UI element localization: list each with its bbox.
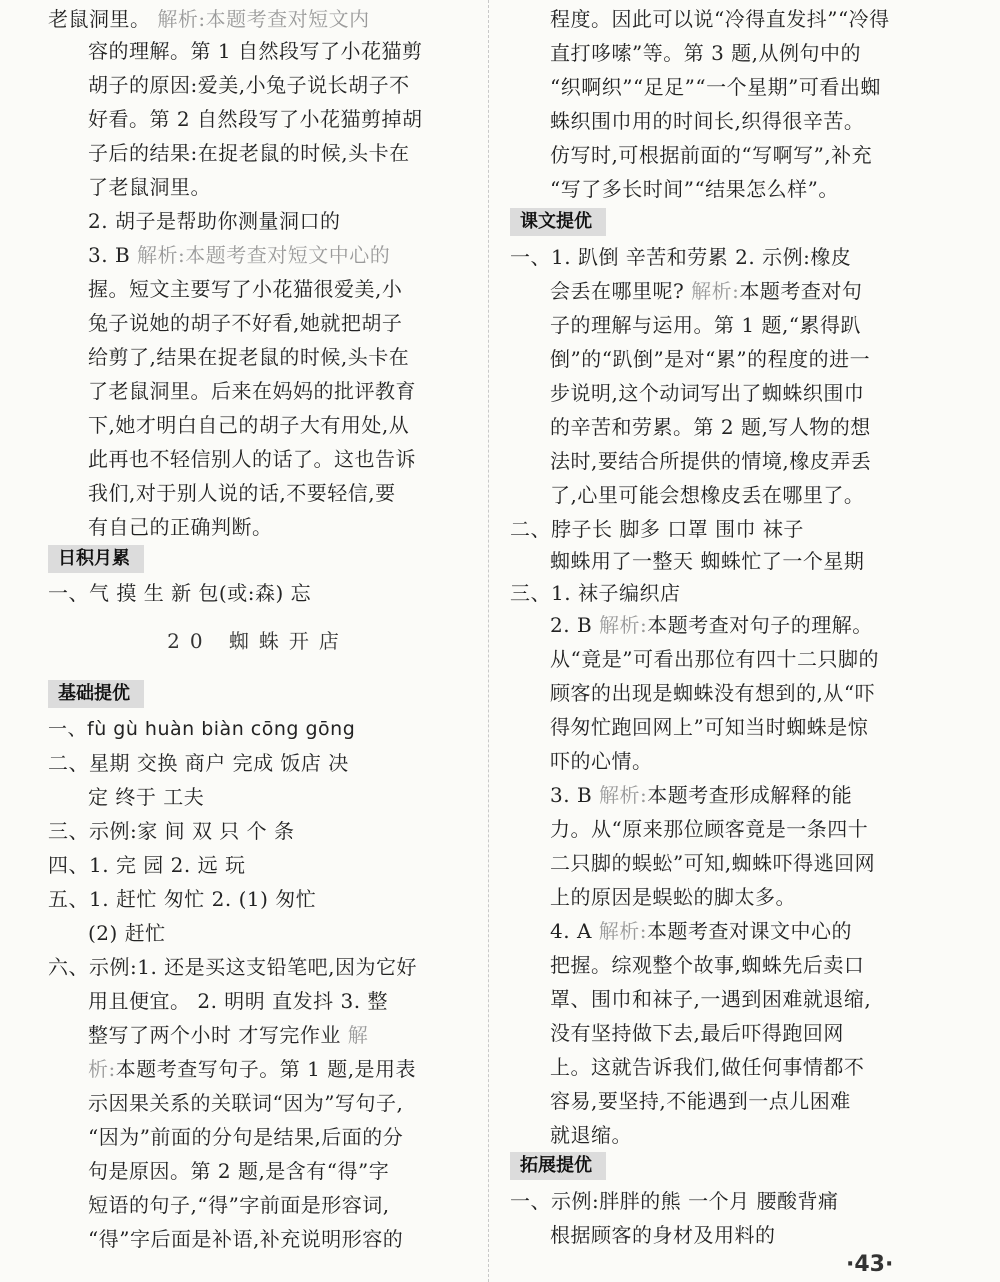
- answer-line: 三、1. 袜子编织店: [510, 581, 681, 605]
- answer-line: 二、脖子长 脚多 口罩 围巾 袜子: [510, 517, 804, 541]
- section-heading-jichutiyou: 基础提优: [48, 680, 144, 708]
- text-line: 了老鼠洞里。: [88, 175, 211, 199]
- text-line: 的辛苦和劳累。第 2 题,写人物的想: [550, 415, 871, 439]
- text-line: 法时,要结合所提供的情境,橡皮弄丢: [550, 449, 872, 473]
- text-line: 析:本题考查写句子。第 1 题,是用表: [88, 1057, 417, 1081]
- text-line: 倒”的“趴倒”是对“累”的程度的进一: [550, 347, 871, 371]
- text-line: 好看。第 2 自然段写了小花猫剪掉胡: [88, 107, 423, 131]
- answer-line: 蜘蛛用了一整天 蜘蛛忙了一个星期: [550, 549, 865, 573]
- answer-q2: 2. 胡子是帮助你测量洞口的: [88, 209, 341, 233]
- answer-line: 整写了两个小时 才写完作业 解: [88, 1023, 369, 1047]
- text-line: 句是原因。第 2 题,是含有“得”字: [88, 1159, 390, 1183]
- text-line: 有自己的正确判断。: [88, 515, 273, 539]
- text-line: 顾客的出现是蜘蛛没有想到的,从“吓: [550, 681, 876, 705]
- text-line: 子的理解与运用。第 1 题,“累得趴: [550, 313, 862, 337]
- text-line: 没有坚持做下去,最后吓得跑回网: [550, 1021, 844, 1045]
- text-line: 二只脚的蜈蚣”可知,蜘蛛吓得逃回网: [550, 851, 876, 875]
- answer-line: 一、1. 趴倒 辛苦和劳累 2. 示例:橡皮: [510, 245, 852, 269]
- text-line: 上。这就告诉我们,做任何事情都不: [550, 1055, 865, 1079]
- section-heading-rijiyuelei: 日积月累: [48, 545, 144, 573]
- text-line: 老鼠洞里。 解析:本题考查对短文内: [48, 7, 370, 31]
- text-line: 子后的结果:在捉老鼠的时候,头卡在: [88, 141, 410, 165]
- text-line: 我们,对于别人说的话,不要轻信,要: [88, 481, 396, 505]
- text-line: 给剪了,结果在捉老鼠的时候,头卡在: [88, 345, 410, 369]
- text-line: 兔子说她的胡子不好看,她就把胡子: [88, 311, 403, 335]
- text-line: “织啊织”“足足”“一个星期”可看出蜘: [550, 75, 881, 99]
- text-line: “因为”前面的分句是结果,后面的分: [88, 1125, 404, 1149]
- text-line: 直打哆嗦”等。第 3 题,从例句中的: [550, 41, 862, 65]
- answer-line: 六、示例:1. 还是买这支铅笔吧,因为它好: [48, 955, 418, 979]
- text-line: 上的原因是蜈蚣的脚太多。: [550, 885, 796, 909]
- text-line: 了老鼠洞里。后来在妈妈的批评教育: [88, 379, 416, 403]
- text-line: 从“竟是”可看出那位有四十二只脚的: [550, 647, 879, 671]
- answer-line: 二、星期 交换 商户 完成 饭店 决: [48, 751, 349, 775]
- answer-line: 3. B 解析:本题考查形成解释的能: [550, 783, 853, 807]
- page-number: ·43·: [846, 1252, 894, 1277]
- text-line: 下,她才明白自己的胡子大有用处,从: [88, 413, 410, 437]
- text-line: 蛛织围巾用的时间长,织得很辛苦。: [550, 109, 865, 133]
- text-line: 步说明,这个动词写出了蜘蛛织围巾: [550, 381, 865, 405]
- text-line: 容易,要坚持,不能遇到一点儿困难: [550, 1089, 851, 1113]
- answer-line: 一、气 摸 生 新 包(或:森) 忘: [48, 581, 312, 605]
- text-line: 吓的心情。: [550, 749, 653, 773]
- text-line: “得”字后面是补语,补充说明形容的: [88, 1227, 404, 1251]
- column-divider: [488, 0, 489, 1282]
- text-line: 仿写时,可根据前面的“写啊写”,补充: [550, 143, 873, 167]
- answer-line: 4. A 解析:本题考查对课文中心的: [550, 919, 852, 943]
- text-line: 罩、围巾和袜子,一遇到困难就退缩,: [550, 987, 872, 1011]
- answer-line: 四、1. 完 园 2. 远 玩: [48, 853, 246, 877]
- text-line: 容的理解。第 1 自然段写了小花猫剪: [88, 39, 423, 63]
- answer-line: 一、示例:胖胖的熊 一个月 腰酸背痛: [510, 1189, 839, 1213]
- text-line: 力。从“原来那位顾客竟是一条四十: [550, 817, 869, 841]
- answer-q3: 3. B 解析:本题考查对短文中心的: [88, 243, 391, 267]
- text-line: “写了多长时间”“结果怎么样”。: [550, 177, 839, 201]
- answer-line: 定 终于 工夫: [88, 785, 205, 809]
- answer-line: 会丢在哪里呢? 解析:本题考查对句: [550, 279, 863, 303]
- answer-line: 根据顾客的身材及用料的: [550, 1223, 776, 1247]
- lesson-title: 20 蜘蛛开店: [167, 629, 349, 653]
- text-line: 就退缩。: [550, 1123, 632, 1147]
- answer-line: 三、示例:家 间 双 只 个 条: [48, 819, 295, 843]
- text-line: 示因果关系的关联词“因为”写句子,: [88, 1091, 404, 1115]
- text-line: 握。短文主要写了小花猫很爱美,小: [88, 277, 403, 301]
- section-heading-tuozhantiyou: 拓展提优: [510, 1152, 606, 1180]
- text-line: 得匆忙跑回网上”可知当时蜘蛛是惊: [550, 715, 869, 739]
- text-line: 胡子的原因:爱美,小兔子说长胡子不: [88, 73, 410, 97]
- text-line: 把握。综观整个故事,蜘蛛先后卖口: [550, 953, 865, 977]
- text-line: 了,心里可能会想橡皮丢在哪里了。: [550, 483, 865, 507]
- text-line: 此再也不轻信别人的话了。这也告诉: [88, 447, 416, 471]
- section-heading-kewentiyou: 课文提优: [510, 208, 606, 236]
- answer-line: 五、1. 赶忙 匆忙 2. (1) 匆忙: [48, 887, 317, 911]
- answer-line: 2. B 解析:本题考查对句子的理解。: [550, 613, 873, 637]
- text-line: 短语的句子,“得”字前面是形容词,: [88, 1193, 390, 1217]
- answer-pinyin: 一、fù gù huàn biàn cōng gōng: [48, 718, 356, 740]
- answer-line: 用且便宜。 2. 明明 直发抖 3. 整: [88, 989, 388, 1013]
- text-line: 程度。因此可以说“冷得直发抖”“冷得: [550, 7, 890, 31]
- answer-line: (2) 赶忙: [88, 921, 166, 945]
